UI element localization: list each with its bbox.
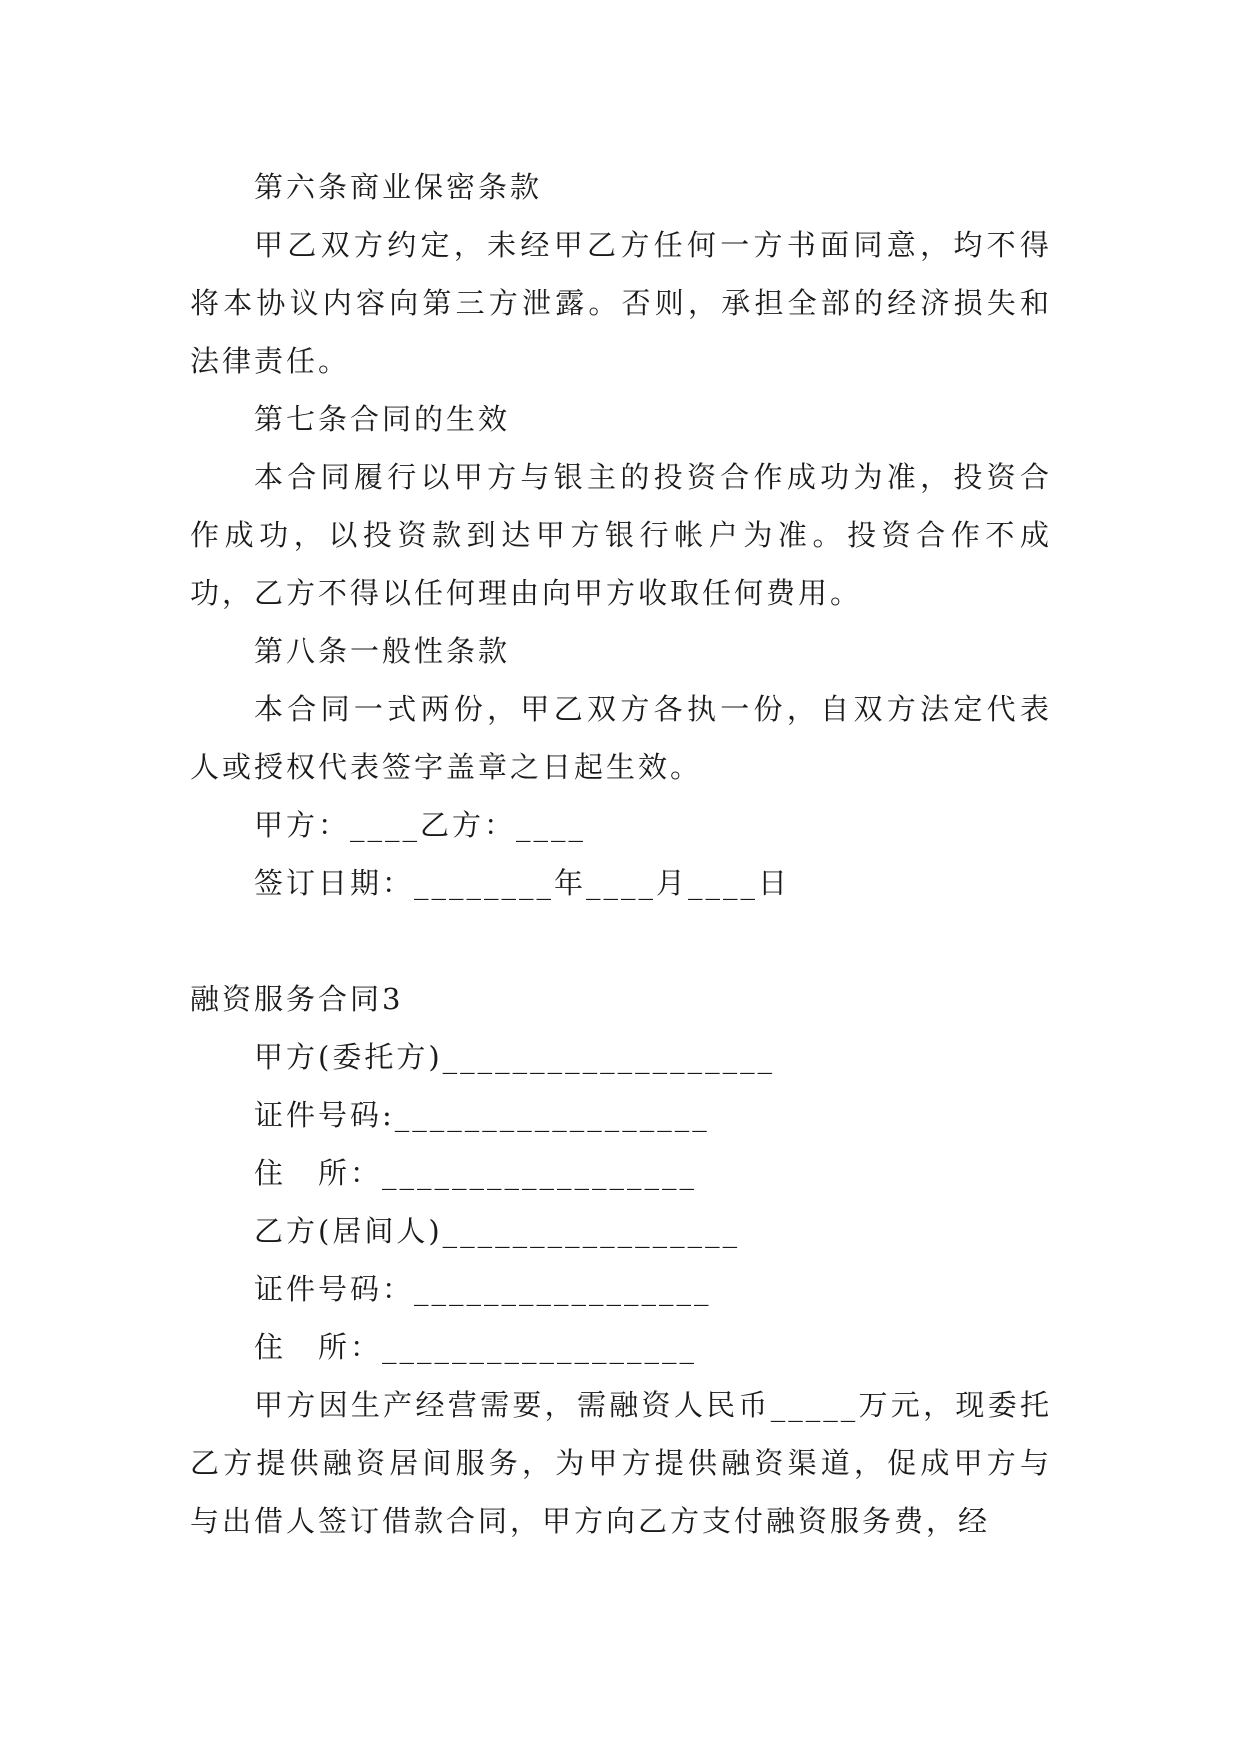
party-signature-line: 甲方：____乙方：____ <box>254 808 587 842</box>
party-a-id-field: 证件号码:__________________ <box>254 1098 710 1132</box>
signing-date-line: 签订日期：________年____月____日 <box>254 866 791 900</box>
party-b-address-field: 住 所：__________________ <box>254 1330 698 1364</box>
article-7-heading: 第七条合同的生效 <box>254 402 511 436</box>
contract-3-title: 融资服务合同3 <box>190 982 404 1016</box>
party-b-id-field: 证件号码：_________________ <box>254 1272 712 1306</box>
document-body <box>190 158 1052 1550</box>
party-b-field: 乙方(居间人)_________________ <box>254 1214 741 1248</box>
party-a-field: 甲方(委托方)___________________ <box>254 1040 776 1074</box>
article-8-heading: 第八条一般性条款 <box>254 634 511 668</box>
section-spacer <box>190 912 1052 970</box>
article-6-body: 甲乙双方约定，未经甲乙方任何一方书面同意，均不得将本协议内容向第三方泄露。否则，承担全部的经济损失和法律责任。 <box>190 228 1052 378</box>
party-a-address-field: 住 所：__________________ <box>254 1156 698 1190</box>
contract-3-intro-paragraph: 甲方因生产经营需要，需融资人民币_____万元，现委托乙方提供融资居间服务，为甲方提供融资渠道，促成甲方与与出借人签订借款合同，甲方向乙方支付融资服务费，经 <box>190 1388 1052 1538</box>
article-8-body: 本合同一式两份，甲乙双方各执一份，自双方法定代表人或授权代表签字盖章之日起生效。 <box>190 692 1052 784</box>
article-7-body: 本合同履行以甲方与银主的投资合作成功为准，投资合作成功，以投资款到达甲方银行帐户为准。投资合作不成功，乙方不得以任何理由向甲方收取任何费用。 <box>190 460 1052 610</box>
article-6-heading: 第六条商业保密条款 <box>254 170 543 204</box>
